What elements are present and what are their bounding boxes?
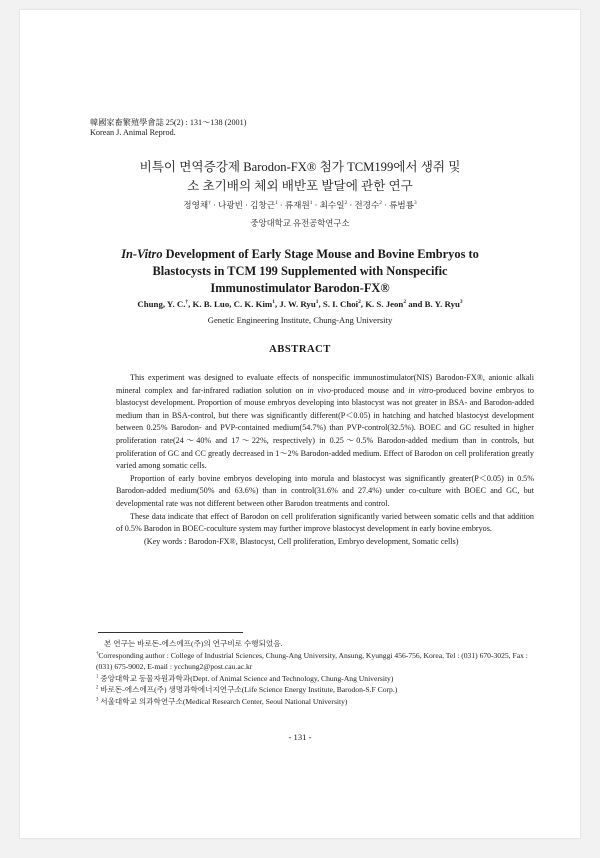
- footnote-mark: 2: [96, 685, 99, 691]
- author-separator: ,: [188, 299, 193, 309]
- footnote-2: [96, 684, 536, 696]
- english-authors: [20, 299, 580, 309]
- footnote-mark: †: [96, 651, 99, 657]
- korean-author: 류범룡: [389, 200, 415, 210]
- english-author: B. Y. Ryu: [424, 299, 460, 309]
- english-title-italic: In-Vitro: [121, 247, 163, 261]
- page-number: - 131 -: [288, 732, 312, 742]
- author-affiliation-mark: 2: [358, 299, 361, 306]
- author-separator: ·: [312, 200, 320, 210]
- journal-citation-korean: 韓國家畜繁殖學會誌 25(2) : 131～138 (2001): [90, 118, 247, 127]
- author-separator: ·: [277, 200, 285, 210]
- footnote-divider: [98, 632, 243, 633]
- korean-author: 김창근: [250, 200, 276, 210]
- abstract-italic: in vitro: [408, 385, 434, 395]
- author-separator: and: [406, 299, 425, 309]
- footnote-mark: 3: [96, 697, 99, 703]
- footnote-funding: 본 연구는 바로돈-에스에프(주)의 연구비로 수행되었음.: [104, 639, 283, 648]
- footnote-text: 중앙대학교 동물자원과학과(Dept. of Animal Science and Technology, Chung-Ang University): [100, 673, 394, 683]
- author-separator: ·: [381, 200, 390, 210]
- english-author: Chung, Y. C.: [137, 299, 186, 309]
- abstract-text: This experiment was designed to evaluate effects of nonspecific immunostimulator(NIS) Barodon-FX®, anionic alkali mineral complex and far-infrared radiation solution on: [116, 373, 534, 395]
- english-title: [20, 246, 580, 297]
- abstract-italic: in vivo: [307, 385, 331, 395]
- author-affiliation-mark: 3: [414, 200, 417, 207]
- author-separator: ,: [318, 299, 323, 309]
- abstract-paragraph-1: [116, 372, 534, 473]
- author-affiliation-mark: 2: [344, 200, 348, 207]
- author-affiliation-mark: †: [208, 200, 211, 207]
- korean-author: 전경수: [354, 200, 380, 210]
- korean-title: [20, 158, 580, 196]
- abstract-heading: ABSTRACT: [269, 344, 331, 355]
- keywords: (Key words : Barodon-FX®, Blastocyst, Cell proliferation, Embryo development, Somatic cells): [144, 536, 459, 546]
- author-separator: ,: [360, 299, 366, 309]
- korean-author: 나광빈: [218, 200, 243, 210]
- footnote-text: 서울대학교 의과학연구소(Medical Research Center, Seoul National University): [100, 696, 348, 706]
- author-affiliation-mark: 1: [315, 299, 319, 306]
- korean-institution: 중앙대학교 유전공학연구소: [250, 219, 350, 228]
- author-affiliation-mark: 2: [379, 200, 382, 207]
- footnote-corresponding: [96, 650, 536, 673]
- author-separator: ·: [210, 200, 219, 210]
- english-title-line-1-rest: Development of Early Stage Mouse and Bovine Embryos to: [162, 247, 479, 261]
- author-separator: ,: [229, 299, 234, 309]
- abstract-paragraph-2: Proportion of early bovine embryos developing into morula and blastocyst was significantly greater(P＜0.05) in 0.5% Barodon-added medium(50% and 63.6%) than in control(31.6% and 27.4%) under co-culture with BOEC and GC, but developmental rate was not different between other Barodon treatments and control.: [116, 473, 534, 508]
- footnote-text: Corresponding author : College of Industrial Sciences, Chung-Ang University, Ansung, Kyunggi 456-756, Korea, Tel : (031) 670-3025, Fax : (031) 675-9002, E-mail : ycchung2@post.cau.ac.kr: [96, 650, 528, 672]
- english-author: C. K. Kim: [233, 299, 273, 309]
- author-affiliation-mark: †: [185, 299, 189, 306]
- english-title-line-3: Immunostimulator Barodon-FX®: [210, 281, 390, 295]
- author-separator: ,: [274, 299, 280, 309]
- footnote-mark: 1: [96, 674, 99, 680]
- english-author: K. S. Jeon: [365, 299, 404, 309]
- english-title-line-1: [20, 246, 580, 263]
- footnotes: [96, 638, 536, 708]
- abstract-text: -produced mouse and: [331, 385, 409, 395]
- journal-citation: [90, 118, 246, 138]
- english-institution: Genetic Engineering Institute, Chung-Ang University: [207, 315, 393, 325]
- korean-author: 정영채: [183, 200, 209, 210]
- english-author: S. I. Choi: [322, 299, 359, 309]
- english-author: K. B. Luo: [192, 299, 230, 309]
- abstract-body: [116, 372, 534, 548]
- paper-page: [20, 10, 580, 838]
- korean-author: 류재원: [284, 200, 310, 210]
- author-affiliation-mark: 1: [309, 200, 313, 207]
- abstract-paragraph-3: These data indicate that effect of Barodon on cell proliferation significantly varied between somatic cells and that addition of 0.5% Barodon in BOEC-coculture system may further improve blastocyst development in early bovine embryos.: [116, 511, 534, 534]
- footnote-text: 바로돈-에스에프(주) 생명과학에너지연구소(Life Science Energy Institute, Barodon-S.F Corp.): [100, 685, 398, 695]
- korean-title-line-2: 소 초기배의 체외 배반포 발달에 관한 연구: [187, 179, 413, 193]
- author-separator: ·: [242, 200, 251, 210]
- footnote-1: [96, 673, 536, 685]
- author-separator: ·: [347, 200, 355, 210]
- english-title-line-2: Blastocysts in TCM 199 Supplemented with Nonspecific: [152, 264, 448, 278]
- korean-title-line-1: 비특이 면역증강제 Barodon-FX® 첨가 TCM199에서 생쥐 및: [139, 160, 461, 174]
- footnote-3: [96, 696, 536, 708]
- korean-author: 최수일: [319, 200, 345, 210]
- author-affiliation-mark: 2: [403, 299, 407, 306]
- author-affiliation-mark: 1: [272, 299, 275, 306]
- author-affiliation-mark: 1: [275, 200, 278, 207]
- author-affiliation-mark: 3: [459, 299, 463, 306]
- journal-citation-english: Korean J. Animal Reprod.: [90, 128, 176, 137]
- abstract-text: -produced bovine embryos to blastocyst development. Proportion of mouse embryos developing into blastocyst was not greater in BSA- and Barodon-added medium than in BSA-control, but there was significantly different(P＜0.05) in hatching and hatched blastocyst development between 0.25% Barodon- and PVP-contained medium(54.7%) than PVP-control(32.5%). BOEC and GC resulted in higher proliferation rate(24～40% and 17～22%, respectively) in 0.25～0.5% Barodon-added medium than in controls, but proliferation of GC and CC greatly decreased in 1～2% Barodon-added medium. Effect of Barodon on cell proliferation greatly varied among somatic cells.: [116, 385, 534, 471]
- english-author: J. W. Ryu: [279, 299, 316, 309]
- korean-authors: [20, 199, 580, 211]
